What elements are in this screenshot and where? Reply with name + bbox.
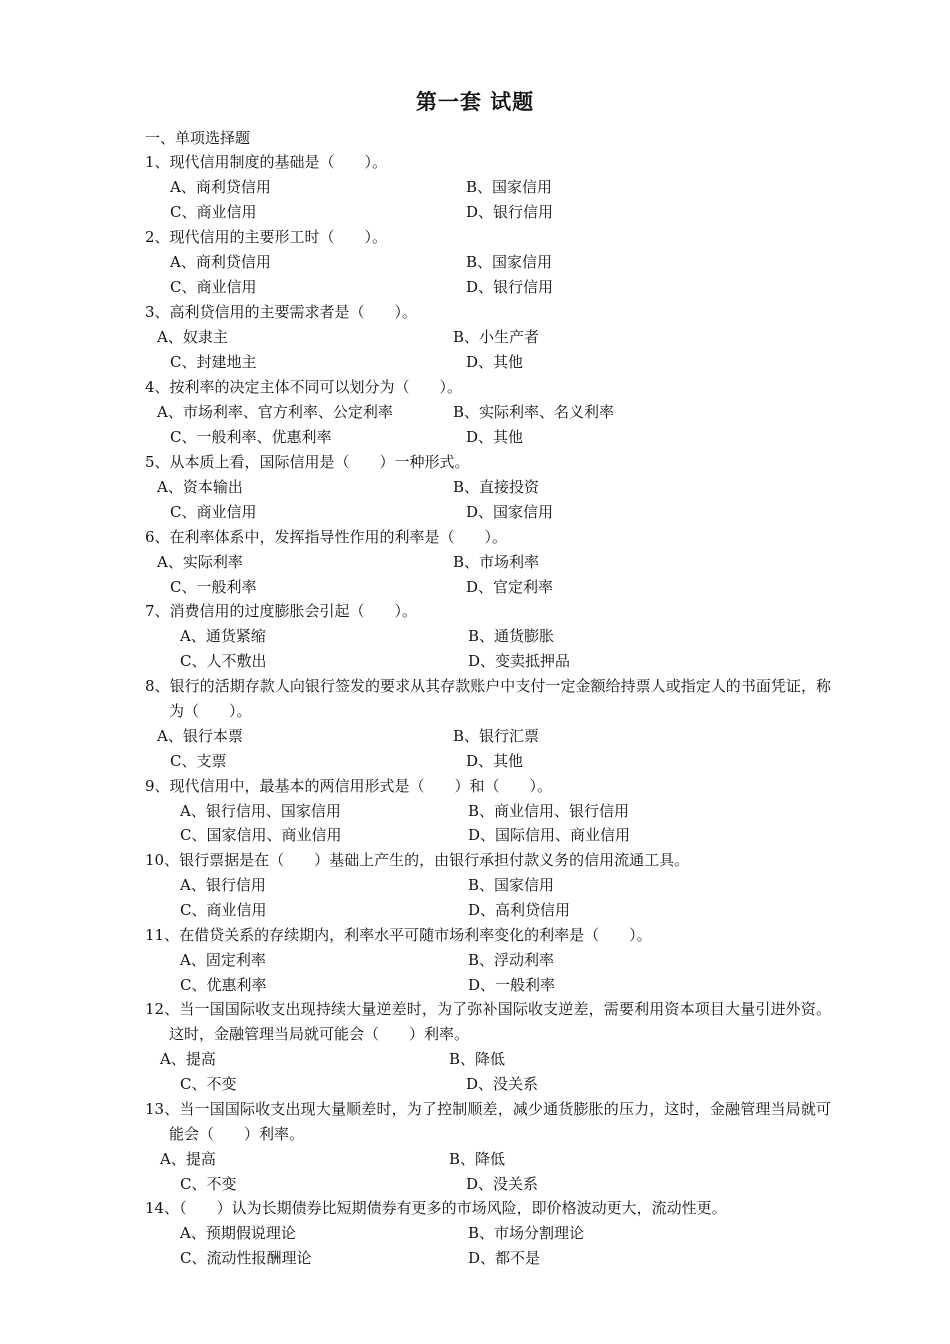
question-8-option-a: A、银行本票 xyxy=(157,727,243,745)
question-8-option-c: C、支票 xyxy=(170,752,227,770)
question-7-option-b: B、通货膨胀 xyxy=(468,627,555,645)
question-3-option-a: A、奴隶主 xyxy=(157,328,228,346)
question-9-text: 9、现代信用中，最基本的两信用形式是（ ）和（ ）。 xyxy=(145,777,553,795)
question-12-text: 12、当一国国际收支出现持续大量逆差时，为了弥补国际收支逆差，需要利用资本项目大量引进外资。这时，金融管理当局就可能会（ ）利率。 xyxy=(145,1000,831,1043)
question-2-option-c: C、商业信用 xyxy=(170,278,257,296)
question-9-option-c: C、国家信用、商业信用 xyxy=(180,826,342,844)
question-2-text: 2、现代信用的主要形工时（ ）。 xyxy=(145,228,388,246)
question-2-option-b: B、国家信用 xyxy=(466,253,553,271)
question-14-option-d: D、都不是 xyxy=(468,1249,541,1267)
question-9-option-a: A、银行信用、国家信用 xyxy=(180,802,341,820)
question-5-option-b: B、直接投资 xyxy=(453,478,540,496)
question-13-text: 13、当一国国际收支出现大量顺差时，为了控制顺差，减少通货膨胀的压力，这时，金融管理当局就可能会（ ）利率。 xyxy=(145,1100,831,1143)
question-6-option-a: A、实际利率 xyxy=(157,553,243,571)
question-10-option-c: C、商业信用 xyxy=(180,901,267,919)
question-11-option-a: A、固定利率 xyxy=(180,951,266,969)
question-7-option-d: D、变卖抵押品 xyxy=(468,652,571,670)
question-5-text: 5、从本质上看，国际信用是（ ）一种形式。 xyxy=(145,453,470,471)
question-12-option-a: A、提高 xyxy=(160,1050,216,1068)
question-4-option-a: A、市场利率、官方利率、公定利率 xyxy=(157,403,393,421)
question-7-text: 7、消费信用的过度膨胀会引起（ ）。 xyxy=(145,602,418,620)
question-7-option-a: A、通货紧缩 xyxy=(180,627,266,645)
question-14-option-a: A、预期假说理论 xyxy=(180,1224,296,1242)
question-5-option-d: D、国家信用 xyxy=(466,503,554,521)
question-13-option-b: B、降低 xyxy=(449,1150,506,1168)
question-8-option-b: B、银行汇票 xyxy=(453,727,540,745)
question-6-option-d: D、官定利率 xyxy=(466,578,554,596)
question-2-option-d: D、银行信用 xyxy=(466,278,554,296)
question-1-option-a: A、商利贷信用 xyxy=(170,178,271,196)
question-1-option-c: C、商业信用 xyxy=(170,203,257,221)
question-5-option-a: A、资本输出 xyxy=(157,478,243,496)
question-11-option-b: B、浮动利率 xyxy=(468,951,555,969)
question-3-option-c: C、封建地主 xyxy=(170,353,257,371)
question-9-option-b: B、商业信用、银行信用 xyxy=(468,802,630,820)
question-4-option-d: D、其他 xyxy=(466,428,524,446)
question-1-option-b: B、国家信用 xyxy=(466,178,553,196)
question-8-option-d: D、其他 xyxy=(466,752,524,770)
question-14-option-b: B、市场分割理论 xyxy=(468,1224,585,1242)
question-11-option-c: C、优惠利率 xyxy=(180,976,267,994)
question-11-option-d: D、一般利率 xyxy=(468,976,556,994)
question-1-text: 1、现代信用制度的基础是（ ）。 xyxy=(145,153,388,171)
question-2-option-a: A、商利贷信用 xyxy=(170,253,271,271)
question-5-option-c: C、商业信用 xyxy=(170,503,257,521)
question-10-text: 10、银行票据是在（ ）基础上产生的，由银行承担付款义务的信用流通工具。 xyxy=(145,851,690,869)
question-6-text: 6、在利率体系中，发挥指导性作用的利率是（ ）。 xyxy=(145,528,508,546)
question-14-option-c: C、流动性报酬理论 xyxy=(180,1249,312,1267)
question-3-text: 3、高利贷信用的主要需求者是（ ）。 xyxy=(145,303,418,321)
question-10-option-b: B、国家信用 xyxy=(468,876,555,894)
question-8-text: 8、银行的活期存款人向银行签发的要求从其存款账户中支付一定金额给持票人或指定人的书面凭证，称为（ ）。 xyxy=(145,677,831,720)
question-6-option-b: B、市场利率 xyxy=(453,553,540,571)
section-heading: 一、单项选择题 xyxy=(145,129,251,147)
question-6-option-c: C、一般利率 xyxy=(170,578,257,596)
question-4-option-b: B、实际利率、名义利率 xyxy=(453,403,615,421)
question-14-text: 14、（ ）认为长期债券比短期债券有更多的市场风险，即价格波动更大，流动性更。 xyxy=(145,1199,727,1217)
question-12-option-d: D、没关系 xyxy=(466,1075,539,1093)
question-3-option-d: D、其他 xyxy=(466,353,524,371)
page-title: 第一套 试题 xyxy=(415,90,535,114)
question-12-option-b: B、降低 xyxy=(449,1050,506,1068)
question-4-option-c: C、一般利率、优惠利率 xyxy=(170,428,332,446)
question-11-text: 11、在借贷关系的存续期内，利率水平可随市场利率变化的利率是（ ）。 xyxy=(145,926,652,944)
question-3-option-b: B、小生产者 xyxy=(453,328,540,346)
question-9-option-d: D、国际信用、商业信用 xyxy=(468,826,631,844)
question-12-option-c: C、不变 xyxy=(180,1075,237,1093)
question-13-option-a: A、提高 xyxy=(160,1150,216,1168)
question-10-option-d: D、高利贷信用 xyxy=(468,901,571,919)
question-13-option-d: D、没关系 xyxy=(466,1175,539,1193)
question-1-option-d: D、银行信用 xyxy=(466,203,554,221)
question-13-option-c: C、不变 xyxy=(180,1175,237,1193)
question-10-option-a: A、银行信用 xyxy=(180,876,266,894)
question-7-option-c: C、人不敷出 xyxy=(180,652,267,670)
question-4-text: 4、按利率的决定主体不同可以划分为（ ）。 xyxy=(145,378,463,396)
